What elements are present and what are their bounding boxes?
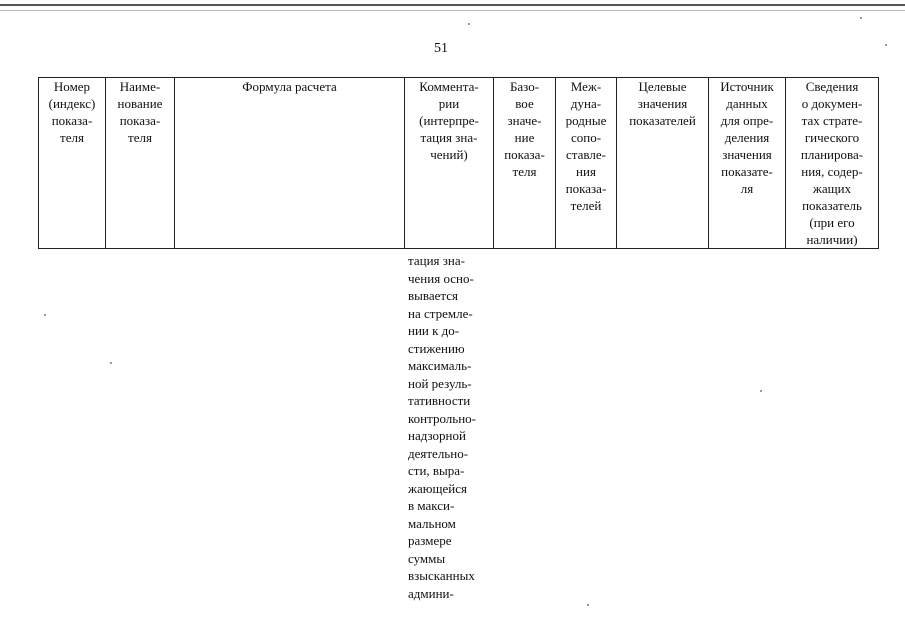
header-formula: Формула расчета <box>175 78 405 249</box>
indicators-table <box>38 77 879 249</box>
scan-speck <box>760 390 762 392</box>
scan-speck <box>110 362 112 364</box>
header-comments: Коммента- рии (интерпре- тация зна- чений) <box>405 78 494 249</box>
header-target-values: Целевые значения показателей <box>617 78 709 249</box>
page-number: 51 <box>434 41 448 56</box>
scan-speck <box>44 314 46 316</box>
scan-speck <box>587 604 589 606</box>
header-strategic-documents: Сведения о докумен- тах страте- гического планирова- ния, содер- жащих показатель (при его наличии) <box>786 78 879 249</box>
scan-top-edge <box>0 4 905 6</box>
header-name: Наиме- нование показа- теля <box>106 78 175 249</box>
header-index: Номер (индекс) показа- теля <box>39 78 106 249</box>
scan-speck <box>860 17 862 19</box>
comment-continuation-text: тация зна- чения осно- вывается на стремле- нии к до- стижению максималь- ной резуль- тативности контрольно- надзорной деятельно- сти, выра- жающейся в макси- мальном размере суммы взысканных админи- <box>408 253 476 601</box>
scan-speck <box>468 23 470 25</box>
header-international-comparison: Меж- дуна- родные сопо- ставле- ния показа- телей <box>556 78 617 249</box>
header-data-source: Источник данных для опре- деления значения показате- ля <box>709 78 786 249</box>
table-header-row <box>39 78 879 249</box>
header-base-value: Базо- вое значе- ние показа- теля <box>494 78 556 249</box>
scan-top-edge-faint <box>0 10 905 11</box>
scan-speck <box>885 44 887 46</box>
